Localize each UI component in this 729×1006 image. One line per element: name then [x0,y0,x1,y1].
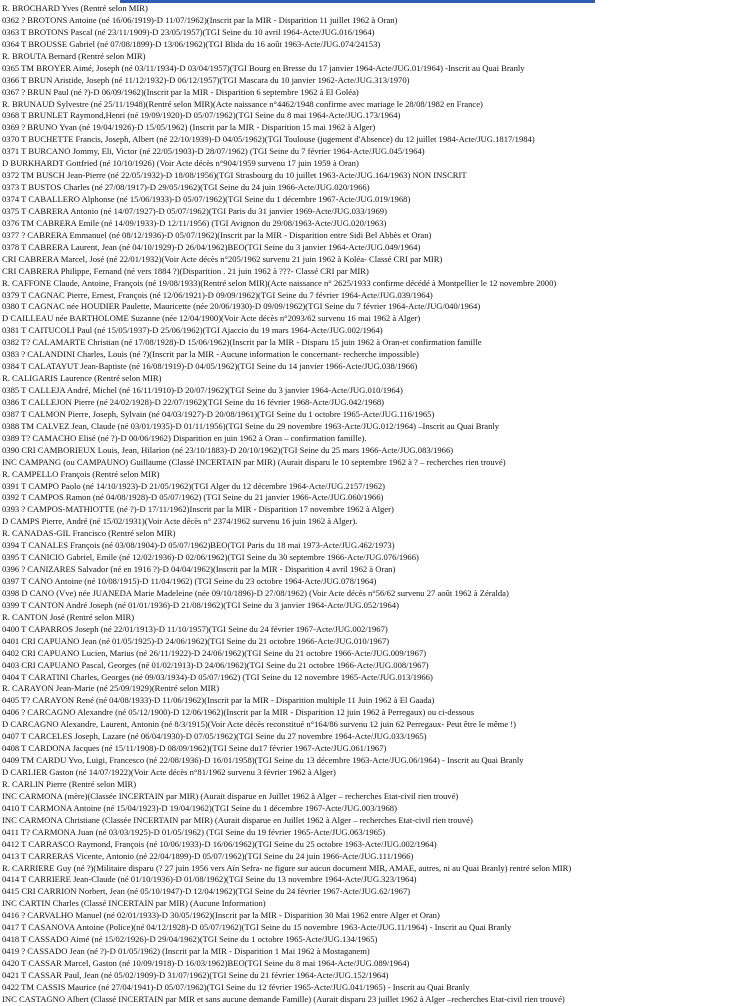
list-item: 0402 CRI CAPUANO Lucien, Marius (né 26/11/1922)-D 24/06/1962)(TGI Seine du 21 octobre 1966-Acte/JUG.009/1967) [2,647,427,658]
list-item: R. CALIGARIS Laurence (Rentré selon MIR) [2,373,162,384]
list-item: 0384 T CALATAYUT Jean-Baptiste (né 16/08/1919)-D 04/05/1962)(TGI Seine du 14 janvier 1966-Acte/JUG.038/1966) [2,361,418,372]
list-item: 0404 T CARATINI Charles, Georges (né 09/03/1934)-D 05/07/1962) (TGI Seine du 12 novembre 1965-Acte/JUG.013/1966) [2,671,433,682]
list-item: D BURKHARDT Gottfried (né 10/10/1926) (Voir Acte décès n°904/1959 survenu 17 juin 1959 à Oran) [2,158,359,169]
list-item: 0381 T CAITUCOLI Paul (né 15/05/1937)-D 25/06/1962)(TGI Ajaccio du 19 mars 1964-Acte/JUG.002/1964) [2,325,383,336]
list-item: 0401 CRI CAPUANO Jean (né 01/05/1925)-D 24/06/1962)(TGI Seine du 21 octobre 1966-Acte/JUG.010/1967) [2,635,390,646]
list-item: 0371 T BURCANO Jommy, Eli, Victor (né 22/05/1903)-D 28/07/1962) (TGI Seine du 7 février 1964-Acte/JUG.045/1964) [2,146,425,157]
list-item: R. CARRIERE Guy (né ?)(Militaire disparu (? 27 juin 1956 vers Aïn Sefra- ne figure sur aucun document MIR, AMAE, autres, ni au Quai Branly) rentré selon MIR) [2,862,572,873]
list-item: 0378 T CABRERA Laurent, Jean (né 04/10/1929)-D 26/04/1962)BEO(TGI Seine du 3 janvier 1964-Acte/JUG.049/1964) [2,241,421,252]
list-item: 0410 T CARMONA Antoine (né 15/04/1923)-D 19/04/1962)(TGI Seine du 1 décembre 1967-Acte/JUG.003/1968) [2,802,397,813]
list-item: 0366 T BRUN Aristide, Joseph (né 11/12/1932)-D 06/12/1957)(TGI Mascara du 10 janvier 1962-Acte/JUG.313/1970) [2,74,410,85]
list-item: R. CANTON José (Rentré selon MIR) [2,611,135,622]
list-item: 0386 T CALLEJON Pierre (né 24/02/1928)-D 22/07/1962)(TGI Seine du 16 février 1968-Acte/JUG.042/1968) [2,396,385,407]
list-item: 0395 T CANICIO Gabriel, Emile (né 12/02/1936)-D 02/06/1962)(TGI Seine du 30 septembre 1966-Acte/JUG.076/1966) [2,552,419,563]
list-item: 0372 TM BUSCH Jean-Pierre (né 22/05/1932)-D 18/08/1956)(TGI Strasbourg du 10 juillet 1963-Acte/JUG.164/1963) NON INSCRIT [2,170,467,181]
list-item: 0407 T CARCELES Joseph, Lazare (né 06/04/1930)-D 07/05/1962)(TGI Seine du 27 novembre 1964-Acte/JUG.033/1965) [2,731,427,742]
list-item: 0379 T CAGNAC Pierre, Ernest, François (né 12/06/1921)-D 09/09/1962)(TGI Seine du 7 février 1964-Acte/JUG.039/1964) [2,289,433,300]
list-item: 0367 ? BRUN Paul (né ?)-D 06/09/1962)(Inscrit par la MIR - Disparition 6 septembre 1962 à El Goléa) [2,86,359,97]
list-item: 0369 ? BRUNO Yvan (né 19/04/1926)-D 15/05/1962) (Inscrit par la MIR - Disparition 15 mai 1962 à Alger) [2,122,376,133]
list-item: R. BROCHARD Yves (Rentré selon MIR) [2,3,148,13]
list-item: 0398 D CANO (Vve) née JUANEDA Marie Madeleine (née 09/10/1896)-D 27/08/1962) (Voir Acte décès n°56/62 survenu 27 août 1962 à Zéralda) [2,587,509,598]
list-item: 0396 ? CANIZARES Salvador (né en 1916 ?)-D 04/04/1962)(Inscrit par la MIR - Disparition 4 avril 1962 à Oran) [2,564,396,575]
list-item: R. CARAYON Jean-Marie (né 25/09/1929)(Rentré selon MIR) [2,683,220,694]
list-item: CRI CABRERA Marcel, José (né 22/01/1932)(Voir Acte décès n°205/1962 survenu 21 juin 1962 à Koléa- Classé CRI par MIR) [2,253,443,264]
list-item: 0390 CRI CAMBORIEUX Louis, Jean, Hilarion (né 23/10/1883)-D 20/10/1962)(TGI Seine du 25 mars 1966-Acte/JUG.083/1966) [2,444,454,455]
list-item: 0408 T CARDONA Jacques (né 15/11/1908)-D 08/09/1962)(TGI Seine du17 février 1967-Acte/JUG.061/1967) [2,743,387,754]
list-item: 0362 ? BROTONS Antoine (né 16/06/1919)-D 11/07/1962)(Inscrit par la MIR - Disparition 11 juillet 1962 à Oran) [2,14,398,25]
list-item: 0403 CRI CAPUANO Pascal, Georges (né 01/02/1913)-D 24/06/1962)(TGI Seine du 21 octobre 1966-Acte/JUG.008/1967) [2,659,429,670]
list-item: 0374 T CABALLERO Alphonse (né 15/06/1933)-D 05/07/1962)(TGI Seine du 1 décembre 1967-Acte/JUG.019/1968) [2,194,411,204]
list-item: 0406 ? CARCAGNO Alexandre (né 05/12/1900)-D 12/06/1962)(Inscrit par la MIR - Disparition 12 juin 1962 à Perregaux) ou ci-dessous [2,707,475,718]
list-item: 0373 T BUSTOS Charles (né 27/08/1917)-D 29/05/1962)(TGI Seine du 24 juin 1966-Acte/JUG.020/1966) [2,182,370,193]
list-item: 0400 T CAPARROS Joseph (né 22/01/1913)-D 11/10/1957)(TGI Seine du 24 février 1967-Acte/JUG.002/1967) [2,623,388,634]
list-item: 0419 ? CASSADO Jean (né ?)-D 01/05/1962) (Inscrit par la MIR - Disparition 1 Mai 1962 à Mostaganem) [2,946,370,957]
list-item: 0415 CRI CARRION Norbert, Jean (né 05/10/1947)-D 12/04/1962)(TGI Seine du 24 février 1967-Acte/JUG.62/1967) [2,886,411,897]
list-item: 0413 T CARRERAS Vicente, Antonio (né 22/04/1899)-D 05/07/1962)(TGI Seine du 24 juin 1966-Acte/JUG.111/1966) [2,850,414,861]
list-item: 0370 T BUCHETTE Francis, Joseph, Albert (né 22/10/1939)-D 04/05/1962)(TGI Toulouse (jugement d'Absence) du 12 juillet 1984-Acte/JUG.1817/1984) [2,134,535,145]
list-item: D CARLIER Gaston (né 14/07/1922)(Voir Acte décès n°81/1962 survenu 3 février 1962 à Alger) [2,767,336,777]
list-item: R. CAFFONE Claude, Antoine, François (né 19/08/1933)(Rentré selon MIR)(Acte naissance n° 2625/1933 confirme décédé à Montpellier le 12 novembre 2000) [2,277,557,288]
list-item: 0417 T CASANOVA Antoine (Police)(né 04/12/1928)-D 05/07/1962)(TGI Seine du 15 novembre 1963-Acte/JUG.11/1964) - Inscrit au Quai Branly [2,922,512,933]
list-item: R. CARLIN Pierre (Rentré selon MIR) [2,778,137,789]
list-item: INC CASTAGNO Albert (Classé INCERTAIN par MIR et sans aucune demande Famille) (Aurait disparu 23 juillet 1962 à Alger –recherches Etat-civil rien trouvé) [2,993,565,1004]
list-item: 0392 T CAMPOS Ramon (né 04/08/1928)-D 05/07/1962) (TGI Seine du 21 janvier 1966-Acte/JUG.060/1966) [2,492,384,503]
list-item: D CAILLEAU née BARTHOLOME Suzanne (née 12/04/1900)(Voir Acte décès n°2093/62 survenu 16 mai 1962 à Alger) [2,313,421,324]
list-item: D CARCAGNO Alexandre, Laurent, Antonin (né 8/3/1915)(Voir Acte décès reconstitué n°164/86 survenu 12 juin 62 Perregaux- Peut être le même !) [2,719,517,730]
list-item: 0414 T CARRIERE Jean-Claude (né 01/10/1936)-D 01/08/1962)(TGI Seine du 13 novembre 1964-Acte/JUG.323/1964) [2,874,417,885]
list-item: 0420 T CASSAR Marcel, Gaston (né 10/09/1918)-D 16/03/1962)BEO(TGI Seine du 8 mai 1964-Acte/JUG.089/1964) [2,958,410,968]
list-item: INC CARTIN Charles (Classé INCERTAIN par MIR) (Aucune Information) [2,898,266,909]
list-item: 0393 ? CAMPOS-MATHIOTTE (né ?)-D 17/11/1962)Inscrit par la MIR - Disparition 17 novembre 1962 à Alger) [2,504,394,515]
list-item: INC CARMONA (mère)(Classée INCERTAIN par MIR) (Aurait disparue en Juillet 1962 à Alger – recherches Etat-civil rien trouvé) [2,790,459,801]
list-item: R. CANADAS-GIL Francisco (Rentré selon MIR) [2,528,176,539]
list-item: 0388 TM CALVEZ Jean, Claude (né 03/01/1935)-D 01/11/1956)(TGI Seine du 29 novembre 1963-Acte/JUG.012/1964) –Inscrit au Quai Branly [2,420,500,431]
list-item: 0385 T CALLEJA André, Michel (né 16/11/1910)-D 20/07/1962)(TGI Seine du 3 janvier 1964-Acte/JUG.010/1964) [2,385,403,395]
list-item: 0363 T BROTONS Pascal (né 23/11/1909)-D 23/05/1957)(TGI Seine du 10 avril 1964-Acte/JUG.016/1964) [2,26,375,37]
list-item: 0409 TM CARDU Yvo, Luigi, Francesco (né 22/08/1936)-D 16/01/1958)(TGI Seine du 13 décembre 1963-Acte/JUG.06/1964) - Inscrit au Quai Branly [2,755,524,766]
list-item: 0416 ? CARVALHO Manuel (né 02/01/1933)-D 30/05/1962)(Inscrit par la MIR - Disparition 30 Mai 1962 entre Alger et Oran) [2,910,440,921]
list-item: 0399 T CANTON André Joseph (né 01/01/1936)-D 21/08/1962)(TGI Seine du 3 janvier 1964-Acte/JUG.052/1964) [2,599,399,610]
list-item: 0411 T? CARMONA Juan (né 03/03/1925)-D 01/05/1962) (TGI Seine du 19 février 1965-Acte/JUG.063/1965) [2,826,386,837]
list-item: R. CAMPELLO François (Rentré selon MIR) [2,468,160,479]
list-item: 0375 T CABRERA Antonio (né 14/07/1927)-D 05/07/1962)(TGI Paris du 31 janvier 1969-Acte/JUG.033/1969) [2,205,387,216]
list-item: 0394 T CANALES François (né 03/08/1904)-D 05/07/1962)BEO(TGI Paris du 18 mai 1973-Acte/JUG.462/1973) [2,540,395,551]
list-item: 0365 TM BROYER Aimé, Joseph (né 03/11/1934)-D 03/04/1957)(TGI Bourg en Bresse du 17 janvier 1964-Acte/JUG.01/1964) -Inscrit au Quai Branly [2,62,525,73]
list-item: 0364 T BROUSSE Gabriel (né 07/08/1899)-D 13/06/1962)(TGI Blida du 16 août 1963-Acte/JUG.074/24153) [2,38,381,49]
list-item: INC CAMPANG (ou CAMPAUNO) Guillaume (Classé INCERTAIN par MIR) (Aurait disparu le 10 septembre 1962 à ? – recherches rien trouvé) [2,456,506,467]
missing-persons-list [0,3,729,1006]
list-item: 0368 T BRUNLET Raymond,Henri (né 19/09/1920)-D 05/07/1962)(TGI Seine du 8 mai 1964-Acte/JUG.173/1964) [2,110,401,121]
list-item: 0380 T CAGNAC née HOUDIER Paulette, Mauricette (née 20/06/1930)-D 09/09/1962)(TGI Seine du 7 février 1964-Acte/JUG/040/1964) [2,301,481,312]
list-item: 0418 T CASSADO Aimé (né 15/02/1926)-D 29/04/1962)(TGI Seine du 1 octobre 1965-Acte/JUG.134/1965) [2,934,378,945]
list-item: R. BROUTA Bernard (Rentré selon MIR) [2,50,146,61]
list-item: 0377 ? CABRERA Emmanuel (né 08/12/1936)-D 05/07/1962)(Inscrit par la MIR - Disparition entre Sidi Bel Abbès et Oran) [2,229,432,240]
list-item: 0422 TM CASSIS Maurice (né 27/04/1941)-D 05/07/1962)(TGI Seine du 12 février 1965-Acte/JUG.041/1965) - Inscrit au Quai Branly [2,981,470,992]
list-item: INC CARMONA Christiane (Classée INCERTAIN par MIR) (Aurait disparue en Juillet 1962 à Alger – recherches Etat-civil rien trouvé) [2,814,473,825]
list-item: 0391 T CAMPO Paolo (né 14/10/1923)-D 21/05/1962)(TGI Alger du 12 décembre 1964-Acte/JUG.2157/1962) [2,480,386,491]
list-item: 0389 T? CAMACHO Elisé (né ?)-D 00/06/1962) Disparition en juin 1962 à Oran – confirmation famille). [2,432,367,443]
list-item: 0387 T CALMON Pierre, Joseph, Sylvain (né 04/03/1927)-D 20/08/1961)(TGI Seine du 1 octobre 1965-Acte/JUG.116/1965) [2,408,435,419]
list-item: CRI CABRERA Philippe, Fernand (né vers 1884 ?)(Disparition . 21 juin 1962 à ???- Classé CRI par MIR) [2,265,369,276]
list-item: D CAMPS Pierre, André (né 15/02/1931)(Voir Acte décès n° 2374/1962 survenu 16 juin 1962 à Alger). [2,516,358,527]
list-item: 0421 T CASSAR Paul, Jean (né 05/02/1909)-D 31/07/1962)(TGI Seine du 21 février 1964-Acte/JUG.152/1964) [2,969,389,980]
list-item: 0397 T CANO Antoine (né 10/08/1915)-D 11/04/1962) (TGI Seine du 23 octobre 1964-Acte/JUG.078/1964) [2,576,377,586]
list-item: 0412 T CARRASCO Raymond, François (né 10/06/1933)-D 16/06/1962)(TGI Seine du 25 octobre 1963-Acte/JUG.002/1964) [2,838,437,849]
list-item: 0383 ? CALANDINI Charles, Louis (né ?)(Inscrit par la MIR - Aucune information le concernant- recherche impossible) [2,349,419,360]
list-item: 0376 TM CABRERA Emile (né 14/09/1933)-D 12/11/1956) (TGI Avignon du 29/08/1963-Acte/JUG.020/1963) [2,217,387,228]
list-item: 0382 T? CALAMARTE Christian (né 17/08/1928)-D 15/06/1962)(Inscrit par la MIR - Disparu 15 juin 1962 à Oran-et confirmation famille [2,337,482,348]
list-item: R. BRUNAUD Sylvestre (né 25/11/1948)(Rentré selon MIR)(Acte naissance n°4462/1948 confirme avec mariage le 28/08/1982 en France) [2,98,483,109]
list-item: 0405 T? CARAYON René (né 04/08/1933)-D 11/06/1962)(Inscrit par la MIR - Disparition multiple 11 Juin 1962 à El Gaada) [2,695,435,706]
